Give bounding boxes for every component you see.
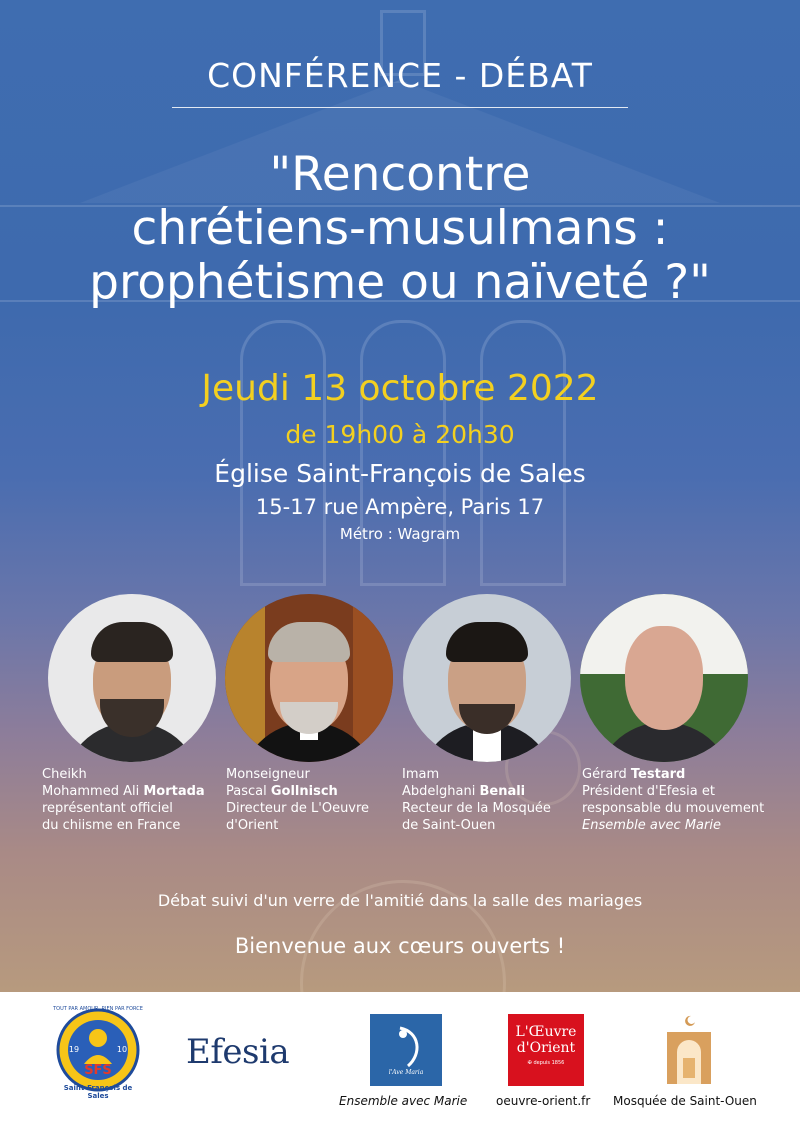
sfs-emblem-icon bbox=[56, 1008, 140, 1092]
speaker-first-name: Mohammed Ali bbox=[42, 784, 140, 799]
sfs-motto: TOUT PAR AMOUR, RIEN PAR FORCE bbox=[53, 1006, 143, 1012]
oeuvre-orient-caption: oeuvre-orient.fr bbox=[496, 1094, 591, 1108]
speaker-role: représentant officiel bbox=[42, 801, 173, 816]
speaker-testard bbox=[582, 766, 764, 834]
speaker-title: Imam bbox=[402, 767, 440, 782]
speaker-mortada bbox=[42, 766, 205, 834]
sfs-year-left: 19 bbox=[68, 1045, 80, 1054]
speaker-gollnisch bbox=[226, 766, 369, 834]
cross-icon: ✠ bbox=[527, 1060, 532, 1066]
speaker-last-name: Mortada bbox=[143, 784, 205, 799]
speaker-role: Recteur de la Mosquée bbox=[402, 801, 551, 816]
oeuvre-logo-line2: d'Orient bbox=[516, 1040, 576, 1056]
oeuvre-orient-logo bbox=[508, 1014, 584, 1086]
event-title bbox=[20, 148, 780, 310]
speaker-last-name: Testard bbox=[630, 767, 686, 782]
event-venue: Église Saint-François de Sales bbox=[214, 459, 586, 488]
ensemble-mark-text: l'Ave Maria bbox=[388, 1069, 424, 1076]
ensemble-avec-marie-logo bbox=[370, 1014, 442, 1086]
sfs-letters: SFS bbox=[84, 1063, 112, 1078]
partner-logos bbox=[0, 992, 800, 1132]
speaker-first-name: Pascal bbox=[226, 784, 267, 799]
ensemble-avec-marie-caption: Ensemble avec Marie bbox=[339, 1094, 468, 1108]
speaker-role: d'Orient bbox=[226, 818, 279, 833]
speaker-role: Directeur de L'Oeuvre bbox=[226, 801, 370, 816]
event-kicker: CONFÉRENCE - DÉBAT bbox=[172, 56, 628, 108]
speaker-title: Cheikh bbox=[42, 767, 87, 782]
speaker-role: responsable du mouvement bbox=[582, 801, 765, 816]
speaker-photo-benali bbox=[403, 594, 571, 762]
speaker-photo-gollnisch bbox=[225, 594, 393, 762]
sfs-year-right: 10 bbox=[116, 1045, 128, 1054]
speaker-role: du chiisme en France bbox=[42, 818, 181, 833]
speaker-role: de Saint-Ouen bbox=[402, 818, 496, 833]
oeuvre-since: depuis 1856 bbox=[533, 1060, 565, 1066]
speaker-role-italic: Ensemble avec Marie bbox=[582, 818, 721, 833]
event-address: 15-17 rue Ampère, Paris 17 bbox=[255, 495, 545, 519]
reception-note: Débat suivi d'un verre de l'amitié dans la salle des mariages bbox=[157, 891, 643, 910]
title-line: prophétisme ou naïveté ?" bbox=[89, 255, 711, 310]
mosquee-caption: Mosquée de Saint-Ouen bbox=[613, 1094, 757, 1108]
title-line: "Rencontre bbox=[269, 147, 531, 202]
speaker-last-name: Gollnisch bbox=[270, 784, 338, 799]
event-date: Jeudi 13 octobre 2022 bbox=[201, 368, 599, 409]
efesia-logo: Efesia bbox=[186, 1032, 290, 1072]
mosquee-logo bbox=[663, 1012, 715, 1088]
oeuvre-logo-line1: L'Œuvre bbox=[515, 1024, 577, 1040]
speaker-photo-testard bbox=[580, 594, 748, 762]
event-time: de 19h00 à 20h30 bbox=[285, 420, 515, 449]
speaker-role: Président d'Efesia et bbox=[582, 784, 715, 799]
sfs-logo bbox=[53, 1006, 143, 1100]
speaker-first-name: Gérard bbox=[582, 767, 627, 782]
speaker-photo-mortada bbox=[48, 594, 216, 762]
sfs-subtitle: Saint-François de Sales bbox=[63, 1084, 133, 1100]
title-line: chrétiens-musulmans : bbox=[131, 201, 669, 256]
ensemble-avec-marie-icon bbox=[370, 1014, 442, 1086]
welcome-message: Bienvenue aux cœurs ouverts ! bbox=[234, 934, 566, 958]
speaker-last-name: Benali bbox=[479, 784, 526, 799]
speaker-benali bbox=[402, 766, 551, 834]
event-metro: Métro : Wagram bbox=[339, 525, 461, 543]
speaker-first-name: Abdelghani bbox=[402, 784, 476, 799]
mosque-icon bbox=[663, 1012, 715, 1088]
speaker-title: Monseigneur bbox=[226, 767, 310, 782]
